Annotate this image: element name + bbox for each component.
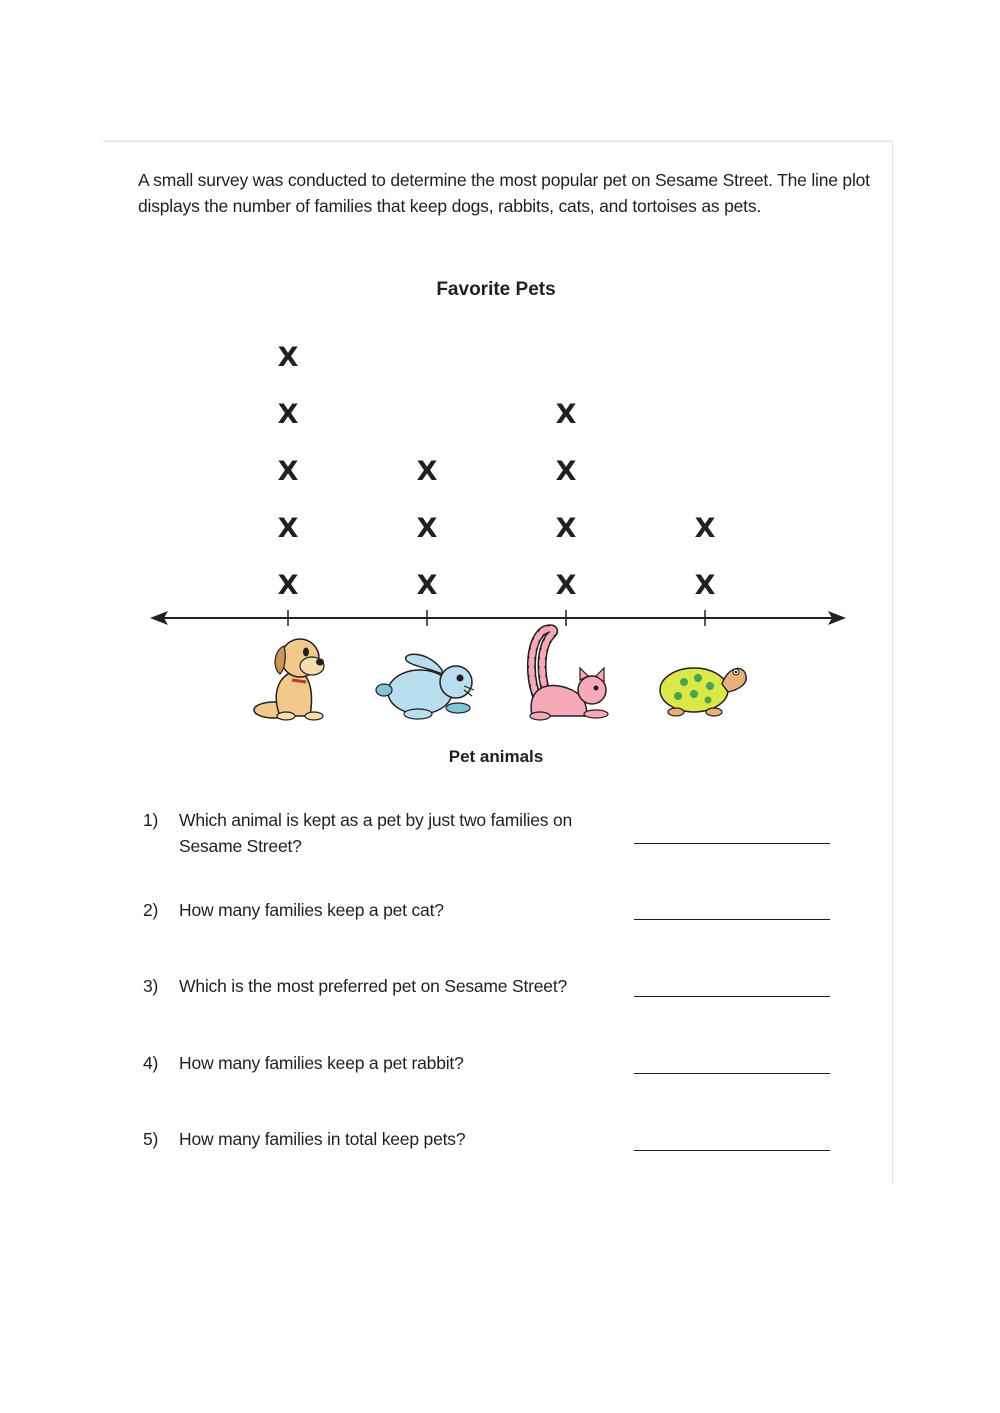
question-5 — [143, 1126, 629, 1152]
x-mark-cat: X — [555, 513, 577, 544]
question-number: 4) — [143, 1053, 159, 1073]
question-number: 1) — [143, 810, 159, 830]
answer-line-5[interactable] — [634, 1150, 830, 1151]
question-number: 5) — [143, 1129, 159, 1149]
question-text: Which animal is kept as a pet by just two families on Sesame Street? — [179, 810, 573, 856]
x-axis-label-text: Pet animals — [448, 747, 544, 766]
x-mark-tortoise: X — [694, 513, 716, 544]
tortoise-icon — [660, 668, 746, 716]
chart-title — [0, 279, 1000, 301]
answer-line-4[interactable] — [634, 1073, 830, 1074]
x-mark-dog: X — [277, 399, 299, 430]
x-mark-cat: X — [555, 570, 577, 601]
question-3 — [143, 973, 629, 999]
x-mark-rabbit: X — [416, 456, 438, 487]
question-text: How many families keep a pet rabbit? — [179, 1053, 464, 1073]
chart-title-text: Favorite Pets — [436, 279, 556, 300]
x-mark-cat: X — [555, 456, 577, 487]
question-number: 3) — [143, 976, 159, 996]
question-text: How many families keep a pet cat? — [179, 900, 444, 920]
rabbit-icon — [376, 654, 474, 719]
line-plot — [0, 320, 1000, 740]
x-mark-dog: X — [277, 342, 299, 373]
question-4 — [143, 1050, 629, 1076]
x-mark-dog: X — [277, 513, 299, 544]
x-mark-cat: X — [555, 399, 577, 430]
x-mark-dog: X — [277, 570, 299, 601]
question-1 — [143, 807, 629, 859]
number-line — [150, 611, 846, 625]
intro-paragraph: A small survey was conducted to determine the most popular pet on Sesame Street. The line plot displays the number of families that keep dogs, rabbits, cats, and tortoises as pets. — [138, 170, 870, 216]
x-mark-dog: X — [277, 456, 299, 487]
x-mark-tortoise: X — [694, 570, 716, 601]
x-mark-rabbit: X — [416, 570, 438, 601]
answer-line-2[interactable] — [634, 919, 830, 920]
question-number: 2) — [143, 900, 159, 920]
answer-line-1[interactable] — [634, 843, 830, 844]
answer-line-3[interactable] — [634, 996, 830, 997]
x-axis-label — [0, 747, 1000, 767]
question-2 — [143, 897, 629, 923]
cat-icon — [530, 629, 608, 720]
question-text: How many families in total keep pets? — [179, 1129, 466, 1149]
question-text: Which is the most preferred pet on Sesame Street? — [179, 976, 568, 996]
dog-icon — [254, 639, 324, 720]
x-mark-rabbit: X — [416, 513, 438, 544]
